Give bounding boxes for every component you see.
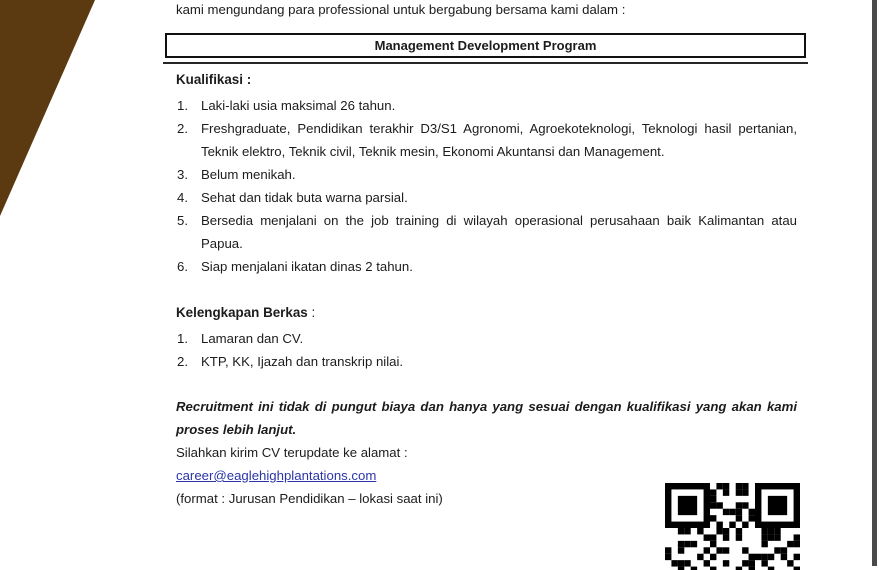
list-item: Lamaran dan CV. bbox=[201, 331, 304, 346]
recruitment-disclaimer: Recruitment ini tidak di pungut biaya dan hanya yang sesuai dengan kualifikasi yang akan kami proses lebih lanjut. bbox=[176, 399, 797, 437]
document-body bbox=[176, 71, 797, 510]
kelengkapan-list bbox=[176, 327, 797, 373]
kualifikasi-heading: Kualifikasi : bbox=[176, 72, 252, 87]
career-email-link[interactable]: career@eaglehighplantations.com bbox=[176, 468, 377, 483]
list-item: Bersedia menjalani on the job training di wilayah operasional perusahaan baik Kalimantan atau Papua. bbox=[201, 213, 797, 251]
list-item: Laki-laki usia maksimal 26 tahun. bbox=[201, 98, 396, 113]
page-edge-strip bbox=[872, 0, 877, 566]
title-underline-rule bbox=[163, 62, 808, 64]
list-item: KTP, KK, Ijazah dan transkrip nilai. bbox=[201, 354, 404, 369]
list-item: Belum menikah. bbox=[201, 167, 296, 182]
corner-accent-triangle bbox=[0, 0, 95, 216]
kelengkapan-heading-text: Kelengkapan Berkas bbox=[176, 305, 308, 320]
kelengkapan-heading bbox=[176, 304, 797, 322]
email-format-note: (format : Jurusan Pendidikan – lokasi saat ini) bbox=[176, 491, 443, 506]
program-title-box bbox=[165, 33, 806, 58]
list-item: Siap menjalani ikatan dinas 2 tahun. bbox=[201, 259, 413, 274]
intro-line: kami mengundang para professional untuk bergabung bersama kami dalam : bbox=[176, 2, 626, 17]
program-title: Management Development Program bbox=[374, 38, 597, 53]
send-cv-instruction: Silahkan kirim CV terupdate ke alamat : bbox=[176, 445, 408, 460]
qr-code bbox=[665, 483, 800, 570]
kualifikasi-list bbox=[176, 94, 797, 278]
kelengkapan-heading-colon: : bbox=[307, 305, 316, 320]
list-item: Freshgraduate, Pendidikan terakhir D3/S1 Agronomi, Agroekoteknologi, Teknologi hasil pertanian, Teknik elektro, Teknik civil, Teknik mesin, Ekonomi Akuntansi dan Management. bbox=[201, 121, 797, 159]
list-item: Sehat dan tidak buta warna parsial. bbox=[201, 190, 408, 205]
